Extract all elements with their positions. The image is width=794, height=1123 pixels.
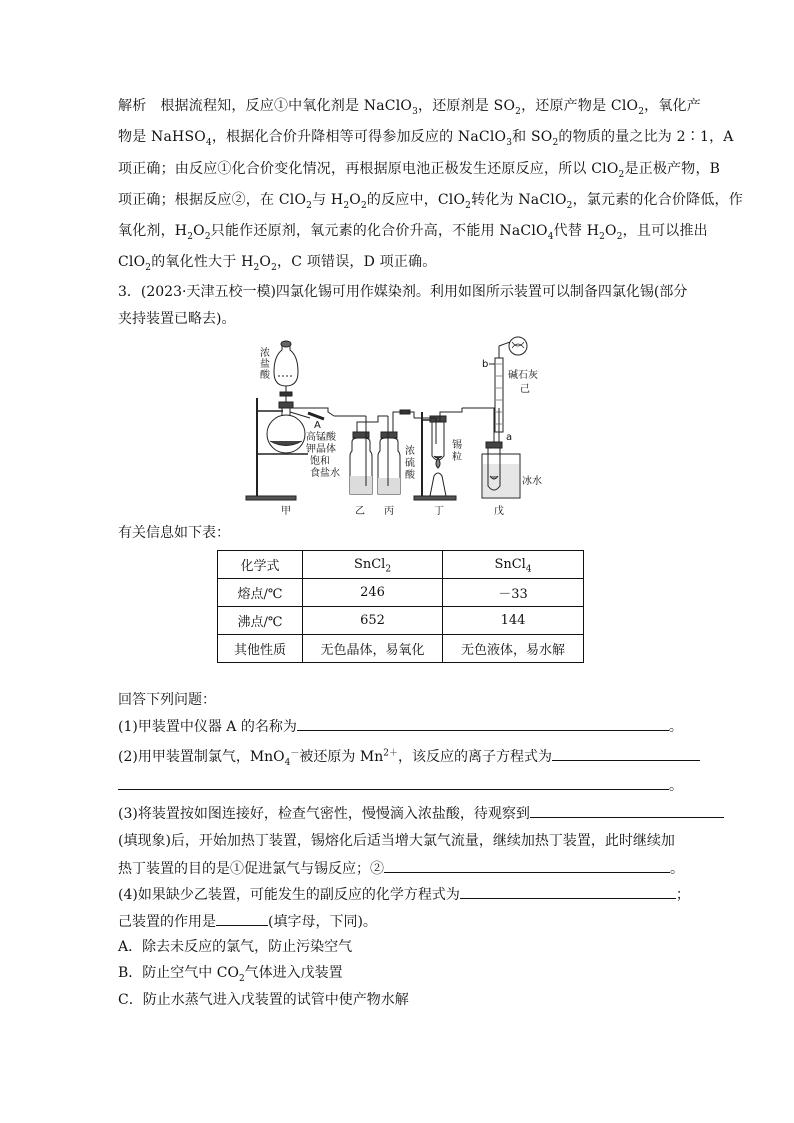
svg-text:酸: 酸 — [405, 470, 415, 481]
table-cell: 652 — [303, 607, 443, 635]
label-ding: 丁 — [434, 506, 444, 517]
answer-blank-4a[interactable] — [460, 884, 676, 899]
question-2-cont: 。 — [118, 775, 680, 796]
question-1: (1)甲装置中仪器 A 的名称为 。 — [118, 716, 680, 737]
label-kmno4-1: 高锰酸 — [306, 432, 336, 443]
analysis-line-4: 项正确；根据反应②，在 ClO$_2$与 $H_2O_2$的反应中，ClO$_2$转化为 NaClO$_2$，氯元素的化合价降低，作 — [118, 192, 743, 211]
answer-blank-3b[interactable] — [384, 858, 670, 873]
answer-blank-2a[interactable] — [552, 746, 700, 761]
table-cell: 246 — [303, 579, 443, 607]
properties-table — [217, 550, 584, 663]
label-conc-hcl — [260, 346, 271, 381]
table-cell: 其他性质 — [218, 635, 303, 663]
analysis-line-5: 氧化剂，$H_2O_2$只能作还原剂，氧元素的化合价升高，不能用 NaClO$_4$代替 $H_2O_2$，且可以推出 — [118, 223, 708, 242]
svg-text:浓: 浓 — [405, 446, 415, 457]
analysis-line-6: ClO$_2$的氧化性大于 $H_2O_2$，C 项错误，D 项正确。 — [118, 254, 437, 273]
question-3-intro-line-2: 夹持装置已略去)。 — [118, 311, 236, 327]
questions-prompt: 回答下列问题： — [118, 692, 216, 708]
question-2: (2)用甲装置制氯气，MnO$_4$－被还原为 $Mn^{2+}$，该反应的离子方程式为 — [118, 746, 680, 767]
table-header-cell: 化学式 — [218, 551, 303, 579]
option-C: C．防止水蒸气进入戊装置的试管中使产物水解 — [118, 992, 409, 1008]
analysis-line-3: 项正确；由反应①化合价变化情况，再根据原电池正极发生还原反应，所以 ClO$_2$是正极产物，B — [118, 161, 721, 180]
question-4-line-2: 己装置的作用是 (填字母，下同)。 — [118, 911, 680, 932]
analysis-line-1: 解析 根据流程知，反应①中氧化剂是 NaClO$_3$，还原剂是 $SO_2$，还原产物是 ClO$_2$，氧化产 — [118, 98, 701, 117]
analysis-label: 解析 — [118, 98, 147, 114]
table-cell: 无色液体，易水解 — [443, 635, 584, 663]
answer-blank-4b[interactable] — [216, 911, 268, 926]
apparatus-diagram — [238, 336, 550, 518]
table-cell: 沸点/℃ — [218, 607, 303, 635]
label-A: A — [314, 420, 321, 431]
svg-text:酸: 酸 — [260, 370, 270, 381]
table-header-cell: SnCl$_2$ — [303, 551, 443, 579]
table-intro: 有关信息如下表： — [118, 525, 230, 541]
label-bing: 丙 — [384, 506, 394, 517]
apparatus-wu — [462, 337, 527, 498]
table-header-cell: SnCl$_4$ — [443, 551, 584, 579]
label-ji: 己 — [520, 384, 530, 395]
table-row — [218, 579, 584, 607]
label-soda-lime: 碱石灰 — [508, 370, 538, 381]
svg-text:浓: 浓 — [260, 348, 270, 359]
table-cell: 熔点/℃ — [218, 579, 303, 607]
table-row — [218, 607, 584, 635]
table-header-row — [218, 551, 584, 579]
svg-text:硫: 硫 — [405, 458, 415, 469]
label-a: a — [506, 432, 513, 443]
label-wu: 戊 — [494, 506, 504, 517]
table-row — [218, 635, 584, 663]
label-jia: 甲 — [281, 506, 291, 517]
label-yi: 乙 — [355, 506, 365, 517]
question-3-line-2: (填现象)后，开始加热丁装置，锡熔化后适当增大氯气流量，继续加热丁装置，此时继续加 — [118, 833, 675, 849]
option-B: B．防止空气中 $CO_2$气体进入戊装置 — [118, 965, 343, 984]
analysis-line-2: 物是 NaHSO$_4$，根据化合价升降相等可得参加反应的 NaClO$_3$和 $SO_2$的物质的量之比为 2∶1，A — [118, 129, 734, 148]
label-ice-water: 冰水 — [522, 476, 542, 487]
svg-text:盐: 盐 — [260, 359, 270, 370]
label-satnacl-1: 饱和 — [310, 456, 330, 467]
option-A: A．除去未反应的氯气，防止污染空气 — [118, 939, 353, 955]
answer-blank-1[interactable] — [297, 716, 669, 731]
label-satnacl-2: 食盐水 — [310, 468, 340, 479]
question-3: (3)将装置按如图连接好，检查气密性，慢慢滴入浓盐酸，待观察到 — [118, 803, 680, 824]
answer-blank-3a[interactable] — [530, 803, 724, 818]
table-cell: －33 — [443, 579, 584, 607]
label-kmno4-2: 钾晶体 — [306, 444, 336, 455]
question-3-intro-line-1: 3．(2023·天津五校一模)四氯化锡可用作媒染剂。利用如图所示装置可以制备四氯化锡(部分 — [118, 284, 688, 300]
label-tin — [452, 438, 462, 463]
table-cell: 144 — [443, 607, 584, 635]
svg-text:粒: 粒 — [452, 452, 462, 463]
question-4: (4)如果缺少乙装置，可能发生的副反应的化学方程式为 ； — [118, 884, 680, 905]
question-3-line-3: 热丁装置的目的是①促进氯气与锡反应；② 。 — [118, 858, 680, 879]
answer-blank-2b[interactable] — [118, 775, 669, 790]
svg-text:锡: 锡 — [452, 440, 462, 451]
table-cell: 无色晶体，易氧化 — [303, 635, 443, 663]
label-conc-h2so4 — [405, 444, 416, 481]
label-b: b — [482, 359, 489, 370]
